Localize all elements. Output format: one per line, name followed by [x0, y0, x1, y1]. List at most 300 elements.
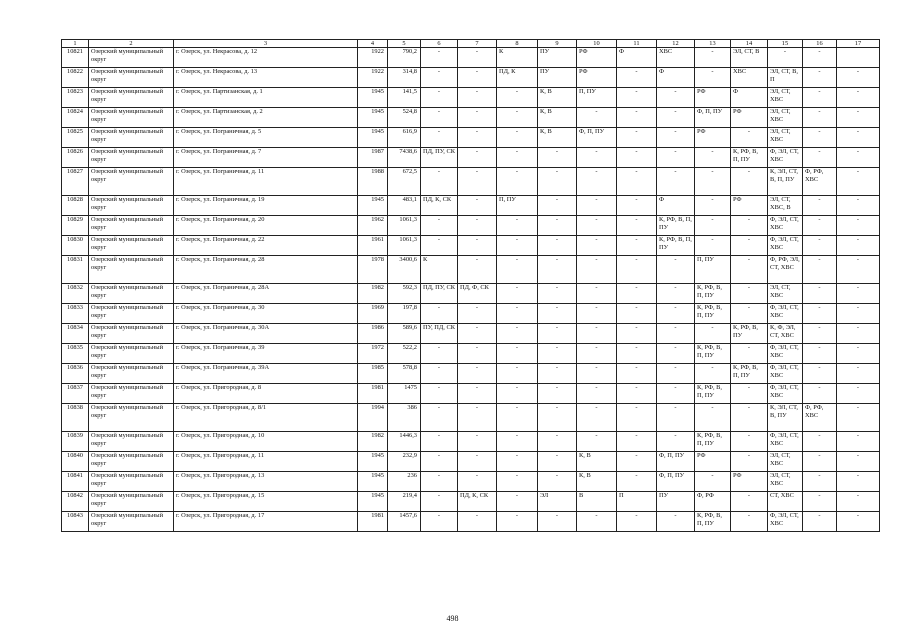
cell-col-13: -: [695, 324, 731, 344]
cell-col-12: -: [657, 148, 695, 168]
cell-col-15: Ф, РФ, ЭЛ, СТ, ХВС: [768, 256, 803, 284]
cell-col-13: -: [695, 68, 731, 88]
cell-address: г. Озерск, ул. Пограничная, д. 5: [174, 128, 358, 148]
table-row: [62, 168, 880, 196]
cell-area: 232,9: [388, 452, 421, 472]
cell-record-number: 10832: [62, 284, 89, 304]
cell-area: 790,2: [388, 48, 421, 68]
cell-col-17: -: [837, 284, 880, 304]
cell-col-7: -: [458, 384, 497, 404]
cell-municipality: Озерский муниципальный округ: [89, 324, 174, 344]
cell-col-11: -: [617, 216, 657, 236]
cell-area: 522,2: [388, 344, 421, 364]
cell-col-10: РФ: [577, 68, 617, 88]
cell-area: 3400,6: [388, 256, 421, 284]
cell-col-12: -: [657, 364, 695, 384]
cell-col-11: -: [617, 148, 657, 168]
cell-col-10: -: [577, 236, 617, 256]
cell-col-15: Ф, ЭЛ, СТ, ХВС: [768, 512, 803, 532]
table-row: [62, 384, 880, 404]
cell-record-number: 10831: [62, 256, 89, 284]
cell-address: г. Озерск, ул. Пригородная, д. 11: [174, 452, 358, 472]
cell-municipality: Озерский муниципальный округ: [89, 512, 174, 532]
cell-col-15: Ф, ЭЛ, СТ, ХВС: [768, 384, 803, 404]
cell-col-12: К, РФ, В, П, ПУ: [657, 236, 695, 256]
cell-col-14: ХВС: [731, 68, 768, 88]
cell-col-9: -: [538, 344, 577, 364]
cell-col-9: -: [538, 168, 577, 196]
cell-col-10: -: [577, 324, 617, 344]
cell-record-number: 10836: [62, 364, 89, 384]
cell-year-built: 1969: [358, 304, 388, 324]
cell-col-8: -: [497, 472, 538, 492]
cell-col-13: Ф, РФ: [695, 492, 731, 512]
cell-col-10: -: [577, 512, 617, 532]
cell-col-15: СТ, ХВС: [768, 492, 803, 512]
cell-col-8: -: [497, 108, 538, 128]
cell-col-15: ЭЛ, СТ, ХВС: [768, 284, 803, 304]
cell-area: 236: [388, 472, 421, 492]
cell-col-12: -: [657, 384, 695, 404]
table-row: [62, 256, 880, 284]
column-number-4: 4: [358, 40, 388, 48]
cell-col-14: -: [731, 452, 768, 472]
cell-col-13: -: [695, 168, 731, 196]
cell-col-7: -: [458, 304, 497, 324]
cell-year-built: 1985: [358, 364, 388, 384]
cell-area: 141,5: [388, 88, 421, 108]
cell-col-10: -: [577, 148, 617, 168]
cell-municipality: Озерский муниципальный округ: [89, 68, 174, 88]
cell-col-13: -: [695, 48, 731, 68]
cell-col-15: -: [768, 48, 803, 68]
cell-col-11: -: [617, 472, 657, 492]
cell-col-14: -: [731, 404, 768, 432]
cell-col-12: -: [657, 128, 695, 148]
cell-year-built: 1945: [358, 492, 388, 512]
cell-area: 1061,3: [388, 236, 421, 256]
cell-col-6: -: [421, 452, 458, 472]
cell-col-14: -: [731, 512, 768, 532]
cell-address: г. Озерск, ул. Пограничная, д. 28: [174, 256, 358, 284]
cell-col-12: -: [657, 404, 695, 432]
cell-col-13: -: [695, 216, 731, 236]
cell-col-10: -: [577, 256, 617, 284]
cell-area: 578,8: [388, 364, 421, 384]
cell-col-17: -: [837, 452, 880, 472]
column-number-17: 17: [837, 40, 880, 48]
cell-record-number: 10843: [62, 512, 89, 532]
column-number-13: 13: [695, 40, 731, 48]
cell-col-6: -: [421, 88, 458, 108]
cell-col-9: -: [538, 148, 577, 168]
cell-municipality: Озерский муниципальный округ: [89, 384, 174, 404]
cell-col-11: -: [617, 364, 657, 384]
table-row: [62, 88, 880, 108]
header-row: [62, 40, 880, 48]
cell-col-9: -: [538, 472, 577, 492]
cell-col-16: Ф, РФ, ХВС: [803, 404, 837, 432]
cell-col-11: -: [617, 304, 657, 324]
cell-year-built: 1945: [358, 128, 388, 148]
table-row: [62, 48, 880, 68]
cell-col-8: -: [497, 148, 538, 168]
cell-col-9: -: [538, 284, 577, 304]
cell-col-7: -: [458, 404, 497, 432]
cell-municipality: Озерский муниципальный округ: [89, 284, 174, 304]
cell-col-6: -: [421, 128, 458, 148]
cell-col-6: ПД, ПУ, СК: [421, 148, 458, 168]
cell-col-9: ПУ: [538, 68, 577, 88]
cell-col-8: -: [497, 344, 538, 364]
cell-col-15: К, ЭЛ, СТ, В, П, ПУ: [768, 168, 803, 196]
cell-municipality: Озерский муниципальный округ: [89, 304, 174, 324]
cell-col-7: -: [458, 216, 497, 236]
cell-col-14: -: [731, 304, 768, 324]
table-row: [62, 432, 880, 452]
cell-col-17: -: [837, 364, 880, 384]
cell-col-6: -: [421, 364, 458, 384]
cell-municipality: Озерский муниципальный округ: [89, 196, 174, 216]
cell-year-built: 1981: [358, 384, 388, 404]
cell-col-7: -: [458, 88, 497, 108]
column-number-1: 1: [62, 40, 89, 48]
cell-col-13: К, РФ, В, П, ПУ: [695, 304, 731, 324]
cell-municipality: Озерский муниципальный округ: [89, 108, 174, 128]
cell-col-7: -: [458, 364, 497, 384]
cell-col-14: -: [731, 492, 768, 512]
cell-col-9: -: [538, 452, 577, 472]
cell-col-14: РФ: [731, 108, 768, 128]
cell-record-number: 10842: [62, 492, 89, 512]
cell-col-15: Ф, ЭЛ, СТ, ХВС: [768, 432, 803, 452]
cell-col-12: К, РФ, В, П, ПУ: [657, 216, 695, 236]
cell-col-9: -: [538, 324, 577, 344]
cell-col-15: ЭЛ, СТ, ХВС: [768, 128, 803, 148]
cell-col-8: -: [497, 432, 538, 452]
cell-address: г. Озерск, ул. Пограничная, д. 20: [174, 216, 358, 236]
cell-col-15: Ф, ЭЛ, СТ, ХВС: [768, 216, 803, 236]
cell-area: 7438,6: [388, 148, 421, 168]
cell-col-17: -: [837, 108, 880, 128]
cell-area: 197,8: [388, 304, 421, 324]
table-row: [62, 344, 880, 364]
cell-col-16: -: [803, 108, 837, 128]
cell-col-17: -: [837, 168, 880, 196]
table-row: [62, 304, 880, 324]
cell-col-11: -: [617, 512, 657, 532]
cell-address: г. Озерск, ул. Пригородная, д. 10: [174, 432, 358, 452]
cell-col-16: -: [803, 256, 837, 284]
cell-col-6: -: [421, 48, 458, 68]
cell-col-8: -: [497, 168, 538, 196]
cell-col-15: ЭЛ, СТ, ХВС, В: [768, 196, 803, 216]
housing-register-table: [61, 39, 880, 532]
cell-col-8: -: [497, 492, 538, 512]
cell-col-13: -: [695, 364, 731, 384]
cell-col-12: -: [657, 108, 695, 128]
cell-col-8: К: [497, 48, 538, 68]
cell-year-built: 1994: [358, 404, 388, 432]
cell-year-built: 1945: [358, 472, 388, 492]
cell-address: г. Озерск, ул. Пограничная, д. 39: [174, 344, 358, 364]
cell-col-10: -: [577, 404, 617, 432]
cell-col-9: -: [538, 384, 577, 404]
cell-col-9: -: [538, 364, 577, 384]
cell-municipality: Озерский муниципальный округ: [89, 432, 174, 452]
cell-area: 672,5: [388, 168, 421, 196]
cell-col-8: -: [497, 88, 538, 108]
cell-col-7: -: [458, 196, 497, 216]
table-row: [62, 404, 880, 432]
cell-col-7: -: [458, 324, 497, 344]
cell-col-17: -: [837, 432, 880, 452]
cell-address: г. Озерск, ул. Пригородная, д. 8/1: [174, 404, 358, 432]
cell-year-built: 1961: [358, 236, 388, 256]
cell-col-14: -: [731, 216, 768, 236]
cell-col-13: К, РФ, В, П, ПУ: [695, 344, 731, 364]
cell-col-7: -: [458, 128, 497, 148]
cell-col-11: Ф: [617, 48, 657, 68]
cell-col-13: К, РФ, В, П, ПУ: [695, 384, 731, 404]
cell-col-12: ПУ: [657, 492, 695, 512]
cell-col-7: -: [458, 472, 497, 492]
cell-col-6: ПД, ПУ, СК: [421, 284, 458, 304]
cell-col-6: ПД, К, СК: [421, 196, 458, 216]
cell-col-17: [837, 48, 880, 68]
cell-col-12: Ф: [657, 68, 695, 88]
cell-col-9: -: [538, 304, 577, 324]
cell-col-9: -: [538, 216, 577, 236]
cell-col-11: П: [617, 492, 657, 512]
cell-col-12: Ф: [657, 196, 695, 216]
cell-col-17: -: [837, 344, 880, 364]
cell-col-7: -: [458, 452, 497, 472]
cell-col-10: К, В: [577, 452, 617, 472]
cell-col-17: -: [837, 88, 880, 108]
cell-col-10: -: [577, 364, 617, 384]
cell-col-13: -: [695, 148, 731, 168]
table-row: [62, 196, 880, 216]
cell-col-12: -: [657, 284, 695, 304]
cell-col-15: Ф, ЭЛ, СТ, ХВС: [768, 344, 803, 364]
cell-record-number: 10826: [62, 148, 89, 168]
cell-col-6: -: [421, 236, 458, 256]
cell-col-8: -: [497, 304, 538, 324]
column-number-5: 5: [388, 40, 421, 48]
cell-col-15: ЭЛ, СТ, ХВС: [768, 88, 803, 108]
cell-col-8: -: [497, 256, 538, 284]
cell-col-13: РФ: [695, 88, 731, 108]
column-number-11: 11: [617, 40, 657, 48]
table-row: [62, 452, 880, 472]
cell-col-11: -: [617, 452, 657, 472]
cell-year-built: 1945: [358, 108, 388, 128]
cell-address: г. Озерск, ул. Пограничная, д. 30: [174, 304, 358, 324]
cell-col-9: -: [538, 256, 577, 284]
cell-year-built: 1945: [358, 452, 388, 472]
cell-col-16: -: [803, 452, 837, 472]
cell-area: 386: [388, 404, 421, 432]
cell-col-10: -: [577, 216, 617, 236]
cell-address: г. Озерск, ул. Пограничная, д. 39А: [174, 364, 358, 384]
cell-col-16: Ф, РФ, ХВС: [803, 168, 837, 196]
cell-col-12: -: [657, 256, 695, 284]
cell-col-7: -: [458, 236, 497, 256]
cell-col-16: -: [803, 384, 837, 404]
cell-col-13: РФ: [695, 452, 731, 472]
cell-col-10: Ф, П, ПУ: [577, 128, 617, 148]
cell-col-15: Ф, ЭЛ, СТ, ХВС: [768, 304, 803, 324]
cell-col-7: -: [458, 48, 497, 68]
cell-year-built: 1978: [358, 256, 388, 284]
cell-col-16: -: [803, 512, 837, 532]
cell-address: г. Озерск, ул. Партизанская, д. 2: [174, 108, 358, 128]
cell-col-10: -: [577, 304, 617, 324]
cell-col-8: -: [497, 284, 538, 304]
cell-col-7: -: [458, 344, 497, 364]
cell-col-6: -: [421, 216, 458, 236]
cell-col-14: -: [731, 236, 768, 256]
column-number-2: 2: [89, 40, 174, 48]
cell-col-16: -: [803, 148, 837, 168]
cell-col-15: Ф, ЭЛ, СТ, ХВС: [768, 364, 803, 384]
column-number-header: [62, 40, 880, 48]
column-number-10: 10: [577, 40, 617, 48]
cell-col-10: К, В: [577, 472, 617, 492]
cell-record-number: 10837: [62, 384, 89, 404]
cell-year-built: 1986: [358, 324, 388, 344]
cell-col-11: -: [617, 108, 657, 128]
cell-col-16: -: [803, 304, 837, 324]
cell-municipality: Озерский муниципальный округ: [89, 48, 174, 68]
cell-col-11: -: [617, 68, 657, 88]
cell-area: 1457,6: [388, 512, 421, 532]
cell-col-10: -: [577, 432, 617, 452]
cell-record-number: 10828: [62, 196, 89, 216]
cell-col-12: -: [657, 88, 695, 108]
cell-record-number: 10825: [62, 128, 89, 148]
cell-col-15: ЭЛ, СТ, В, П: [768, 68, 803, 88]
cell-municipality: Озерский муниципальный округ: [89, 492, 174, 512]
cell-col-17: -: [837, 404, 880, 432]
cell-col-9: К, В: [538, 128, 577, 148]
cell-col-9: К, В: [538, 108, 577, 128]
cell-col-15: К, ЭЛ, СТ, В, ПУ: [768, 404, 803, 432]
cell-area: 483,1: [388, 196, 421, 216]
cell-col-9: ПУ: [538, 48, 577, 68]
cell-col-17: -: [837, 68, 880, 88]
cell-col-14: -: [731, 128, 768, 148]
cell-col-8: -: [497, 216, 538, 236]
table-row: [62, 148, 880, 168]
cell-col-14: -: [731, 284, 768, 304]
cell-col-7: ПД, Ф, СК: [458, 284, 497, 304]
cell-col-16: -: [803, 48, 837, 68]
cell-record-number: 10824: [62, 108, 89, 128]
cell-col-12: Ф, П, ПУ: [657, 452, 695, 472]
cell-col-16: -: [803, 472, 837, 492]
cell-address: г. Озерск, ул. Пограничная, д. 30А: [174, 324, 358, 344]
cell-col-10: -: [577, 196, 617, 216]
cell-address: г. Озерск, ул. Некрасова, д. 13: [174, 68, 358, 88]
cell-address: г. Озерск, ул. Пограничная, д. 19: [174, 196, 358, 216]
cell-municipality: Озерский муниципальный округ: [89, 256, 174, 284]
cell-col-10: -: [577, 284, 617, 304]
cell-col-14: -: [731, 344, 768, 364]
cell-col-15: К, Ф, ЭЛ, СТ, ХВС: [768, 324, 803, 344]
cell-year-built: 1945: [358, 88, 388, 108]
cell-municipality: Озерский муниципальный округ: [89, 364, 174, 384]
cell-col-16: -: [803, 324, 837, 344]
cell-area: 219,4: [388, 492, 421, 512]
cell-col-8: -: [497, 452, 538, 472]
cell-record-number: 10840: [62, 452, 89, 472]
cell-col-11: -: [617, 88, 657, 108]
cell-record-number: 10822: [62, 68, 89, 88]
cell-area: 314,8: [388, 68, 421, 88]
cell-area: 592,3: [388, 284, 421, 304]
cell-year-built: 1922: [358, 68, 388, 88]
cell-col-15: ЭЛ, СТ, ХВС: [768, 452, 803, 472]
cell-area: 1061,3: [388, 216, 421, 236]
cell-record-number: 10829: [62, 216, 89, 236]
cell-col-6: -: [421, 472, 458, 492]
cell-col-14: РФ: [731, 472, 768, 492]
cell-col-10: РФ: [577, 48, 617, 68]
cell-col-13: -: [695, 196, 731, 216]
cell-col-11: -: [617, 344, 657, 364]
cell-col-8: -: [497, 404, 538, 432]
cell-col-6: -: [421, 344, 458, 364]
cell-col-14: ЭЛ, СТ, В: [731, 48, 768, 68]
cell-record-number: 10830: [62, 236, 89, 256]
cell-col-7: -: [458, 256, 497, 284]
cell-col-7: -: [458, 108, 497, 128]
cell-col-13: К, РФ, В, П, ПУ: [695, 512, 731, 532]
cell-col-17: -: [837, 236, 880, 256]
cell-year-built: 1982: [358, 432, 388, 452]
cell-col-6: -: [421, 68, 458, 88]
cell-address: г. Озерск, ул. Пригородная, д. 15: [174, 492, 358, 512]
cell-col-16: -: [803, 68, 837, 88]
cell-col-7: -: [458, 432, 497, 452]
cell-area: 616,9: [388, 128, 421, 148]
cell-col-17: -: [837, 472, 880, 492]
cell-col-17: -: [837, 304, 880, 324]
table-body: [62, 48, 880, 532]
cell-col-13: -: [695, 236, 731, 256]
cell-col-9: -: [538, 432, 577, 452]
cell-col-17: -: [837, 492, 880, 512]
cell-municipality: Озерский муниципальный округ: [89, 344, 174, 364]
cell-col-13: К, РФ, В, П, ПУ: [695, 432, 731, 452]
cell-col-11: -: [617, 432, 657, 452]
cell-col-13: -: [695, 404, 731, 432]
cell-record-number: 10841: [62, 472, 89, 492]
cell-col-17: -: [837, 148, 880, 168]
cell-col-14: К, РФ, В, П, ПУ: [731, 364, 768, 384]
cell-col-15: ЭЛ, СТ, ХВС: [768, 472, 803, 492]
cell-col-8: ПД, К: [497, 68, 538, 88]
cell-col-15: Ф, ЭЛ, СТ, ХВС: [768, 148, 803, 168]
cell-municipality: Озерский муниципальный округ: [89, 236, 174, 256]
cell-col-6: -: [421, 108, 458, 128]
cell-address: г. Озерск, ул. Пограничная, д. 11: [174, 168, 358, 196]
cell-col-11: -: [617, 384, 657, 404]
cell-col-16: -: [803, 284, 837, 304]
cell-col-14: -: [731, 168, 768, 196]
